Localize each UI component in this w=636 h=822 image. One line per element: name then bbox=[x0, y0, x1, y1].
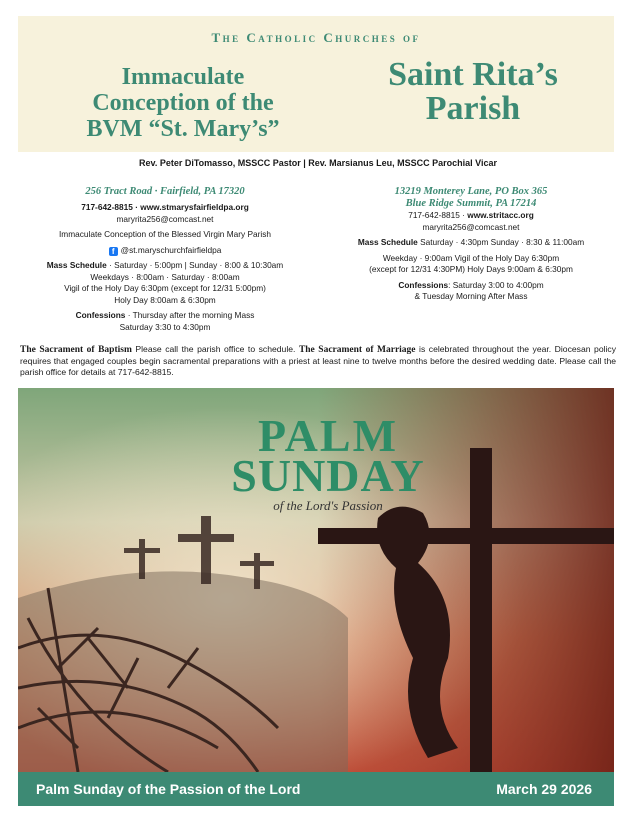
mass-schedule-text: Holy Day 8:00am & 6:30pm bbox=[114, 294, 216, 305]
mass-schedule-label: Mass Schedule bbox=[357, 237, 418, 247]
phone: 717-642-8815 · bbox=[408, 210, 468, 220]
artwork-title-palm: PALM bbox=[257, 410, 398, 461]
mass-schedule-label: Mass Schedule bbox=[46, 260, 107, 270]
confessions-label: Confessions bbox=[398, 279, 449, 290]
parish-name-st-ritas bbox=[348, 58, 598, 126]
mass-schedule-line bbox=[20, 260, 310, 272]
artwork-title bbox=[178, 410, 478, 514]
parish-name-line: Conception of the bbox=[92, 90, 274, 116]
parish-full-name: Immaculate Conception of the Blessed Virgin Mary Parish bbox=[59, 229, 271, 239]
email: maryrita256@comcast.net bbox=[116, 213, 214, 224]
facebook-handle: @st.maryschurchfairfieldpa bbox=[120, 244, 222, 255]
mass-schedule-line bbox=[326, 237, 616, 249]
facebook-icon: f bbox=[109, 247, 118, 256]
mass-schedule-text: Weekday · 9:00am Vigil of the Holy Day 6:30pm bbox=[382, 252, 560, 263]
artwork-subtitle: of the Lord's Passion bbox=[273, 498, 383, 513]
parish-name-line: Saint Rita’s bbox=[388, 56, 558, 93]
parish-name-line: BVM “St. Mary’s” bbox=[86, 116, 280, 142]
banner-heading: The Catholic Churches of bbox=[211, 30, 421, 45]
hill-silhouette bbox=[18, 571, 348, 772]
st-marys-info bbox=[20, 186, 310, 333]
st-ritas-info bbox=[326, 186, 616, 303]
confessions-label: Confessions bbox=[75, 310, 126, 320]
mass-schedule-text: (except for 12/31 4:30PM) Holy Days 9:00am & 6:30pm bbox=[369, 264, 573, 274]
confessions-text: : Saturday 3:00 to 4:00pm bbox=[448, 279, 544, 290]
phone-website bbox=[326, 210, 616, 222]
confessions-text: & Tuesday Morning After Mass bbox=[414, 291, 528, 301]
confessions-line bbox=[326, 280, 616, 292]
footer-date: March 29 2026 bbox=[496, 781, 592, 797]
parish-name-line: Immaculate bbox=[121, 64, 245, 90]
artwork-title-sunday: SUNDAY bbox=[231, 450, 425, 501]
address: 256 Tract Road · Fairfield, PA 17320 bbox=[85, 186, 245, 197]
parish-name-st-marys bbox=[38, 64, 328, 142]
website: www.stritacc.org bbox=[467, 210, 534, 220]
footer-bar bbox=[18, 772, 614, 806]
palm-sunday-artwork bbox=[18, 388, 614, 772]
marriage-title: The Sacrament of Marriage bbox=[298, 345, 416, 355]
header-banner bbox=[18, 16, 614, 152]
facebook-line bbox=[20, 245, 310, 257]
address: Blue Ridge Summit, PA 17214 bbox=[405, 198, 537, 209]
address: 13219 Monterey Lane, PO Box 365 bbox=[394, 186, 548, 197]
baptism-text: Please call the parish office to schedule. bbox=[131, 344, 299, 354]
marriage-text: is celebrated throughout the year. Diocesan policy requires that engaged couples begin sacramental preparations with a priest at least nine to twelve months before the desired wedding date. Please call the parish office for details at 717-642-8815. bbox=[20, 344, 617, 377]
footer-title: Palm Sunday of the Passion of the Lord bbox=[36, 781, 301, 797]
confessions-line bbox=[20, 310, 310, 322]
mass-schedule-text: · Saturday · 5:00pm | Sunday · 8:00 & 10:30am bbox=[106, 260, 284, 270]
confessions-text: · Thursday after the morning Mass bbox=[125, 310, 255, 320]
phone-website: 717-642-8815 · www.stmarysfairfieldpa.org bbox=[81, 202, 249, 212]
mass-schedule-text: Vigil of the Holy Day 6:30pm (except for 12/31 5:00pm) bbox=[64, 283, 266, 293]
confessions-text: Saturday 3:30 to 4:30pm bbox=[119, 321, 211, 332]
sacraments-paragraph bbox=[20, 344, 616, 378]
clergy-line: Rev. Peter DiTomasso, MSSCC Pastor | Rev. Marsianus Leu, MSSCC Parochial Vicar bbox=[139, 158, 497, 168]
parish-name-line: Parish bbox=[425, 90, 521, 127]
mass-schedule-text: Weekdays · 8:00am · Saturday · 8:00am bbox=[90, 271, 240, 282]
baptism-title: The Sacrament of Baptism bbox=[20, 345, 132, 355]
email: maryrita256@comcast.net bbox=[422, 221, 520, 232]
mass-schedule-text: Saturday · 4:30pm Sunday · 8:30 & 11:00am bbox=[417, 237, 585, 247]
